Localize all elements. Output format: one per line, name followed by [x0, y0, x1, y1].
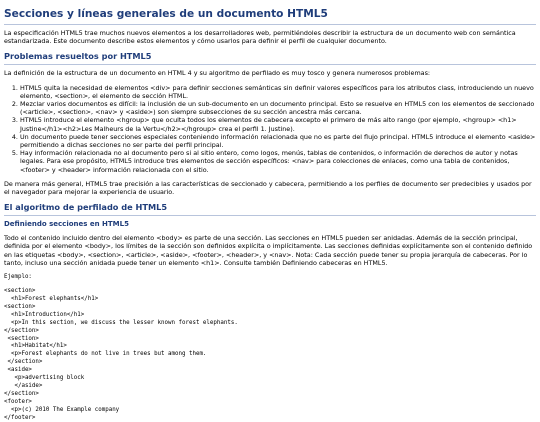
- problems-list: [4, 84, 536, 174]
- example-label: Ejemplo:: [4, 274, 32, 281]
- problems-outro: De manera más general, HTML5 trae precisión a las características de seccionado y cabecera, permitiendo a los perfiles de documento ser predecibles y usados por el navegador para mejorar la experiencia de usuario.: [4, 179, 532, 197]
- list-item: 1. HTML5 quita la necesidad de elementos <div> para definir secciones semánticas sin definir valores específicos para los atributos class, introduciendo un nuevo elemento, <section>, el elemento de sección HTML.: [20, 84, 536, 100]
- problems-intro: La definición de la estructura de un documento en HTML 4 y su algoritmo de perfilado es muy tosco y genera numerosos problemas:: [4, 69, 431, 78]
- code-example: <section> <h1>Forest elephants</h1> <section> <h1>Introduction</h1> <p>In this section, we discuss the lesser known forest elephants. </section> <section> <h1>Habitat</h1> <p>Forest elephants do not live in trees but among them. </section> <aside> <p>advertising block </aside> </section> <footer> <p>(c) 2010 The Example company </footer>: [4, 288, 238, 421]
- section-heading-problems: Problemas resueltos por HTML5: [4, 51, 536, 65]
- intro-paragraph: La especificación HTML5 trae muchos nuevos elementos a los desarrolladores web, permitiéndoles describir la estructura de un documento web con semántica estandarizada. Este documento describe estos elementos y cómo usarlos para definir el perfil de cualquier documento.: [4, 29, 516, 46]
- list-item: 2. Mezclar varios documentos es difícil: la inclusión de un sub-documento en un documento principal. Esto se resuelve en HTML5 con los elementos de seccionado (<article>, <section>, <nav> y <aside>) son siempre subsecciones de su sección ancestra más cercana.: [20, 100, 536, 116]
- algorithm-paragraph: Todo el contenido incluido dentro del elemento <body> es parte de una sección. Las secciones en HTML5 pueden ser anidadas. Además de la sección principal, definida por el elemento <body>, los límites de la sección son definidos explícita o implícitamente. Las secciones definidas explícitamente son el contenido definido en las etiquetas <body>, <section>, <article>, <aside>, <footer>, <header>, y <nav>. Nota: Cada sección puede tener su propia jerarquía de cabeceras. Por lo tanto, incluso una sección anidada puede tener un elemento <h1>. Consulte también Definiendo cabeceras en HTML5.: [4, 234, 533, 267]
- list-item: 5. Hay información relacionada no al documento pero si al sitio entero, como logos, menús, tablas de contenidos, o información de derechos de autor y notas legales. Para ese propósito, HTML5 introduce tres elementos de sección específicos: <nav> para colecciones de enlaces, como una tabla de contenidos, <footer> y <header> información relacionada con el sitio.: [20, 149, 536, 174]
- list-item: 4. Un documento puede tener secciones especiales conteniendo información relacionada que no es parte del flujo principal. HTML5 introduce el elemento <aside> permitiendo a dichas secciones no ser parte del perfil principal.: [20, 133, 536, 149]
- section-heading-algorithm: El algoritmo de perfilado de HTML5: [4, 202, 536, 216]
- list-item: 3. HTML5 introduce el elemento <hgroup> que oculta todos los elementos de cabecera excepto el primero de más alto rango (por ejemplo, <hgroup> <h1> Justine</h1><h2>Les Malheurs de la Vertu</h2></hgroup> crea el perfil 1. Justine).: [20, 116, 536, 132]
- subsection-heading-defining-sections: Definiendo secciones en HTML5: [4, 220, 129, 229]
- page-title: Secciones y líneas generales de un documento HTML5: [4, 8, 536, 25]
